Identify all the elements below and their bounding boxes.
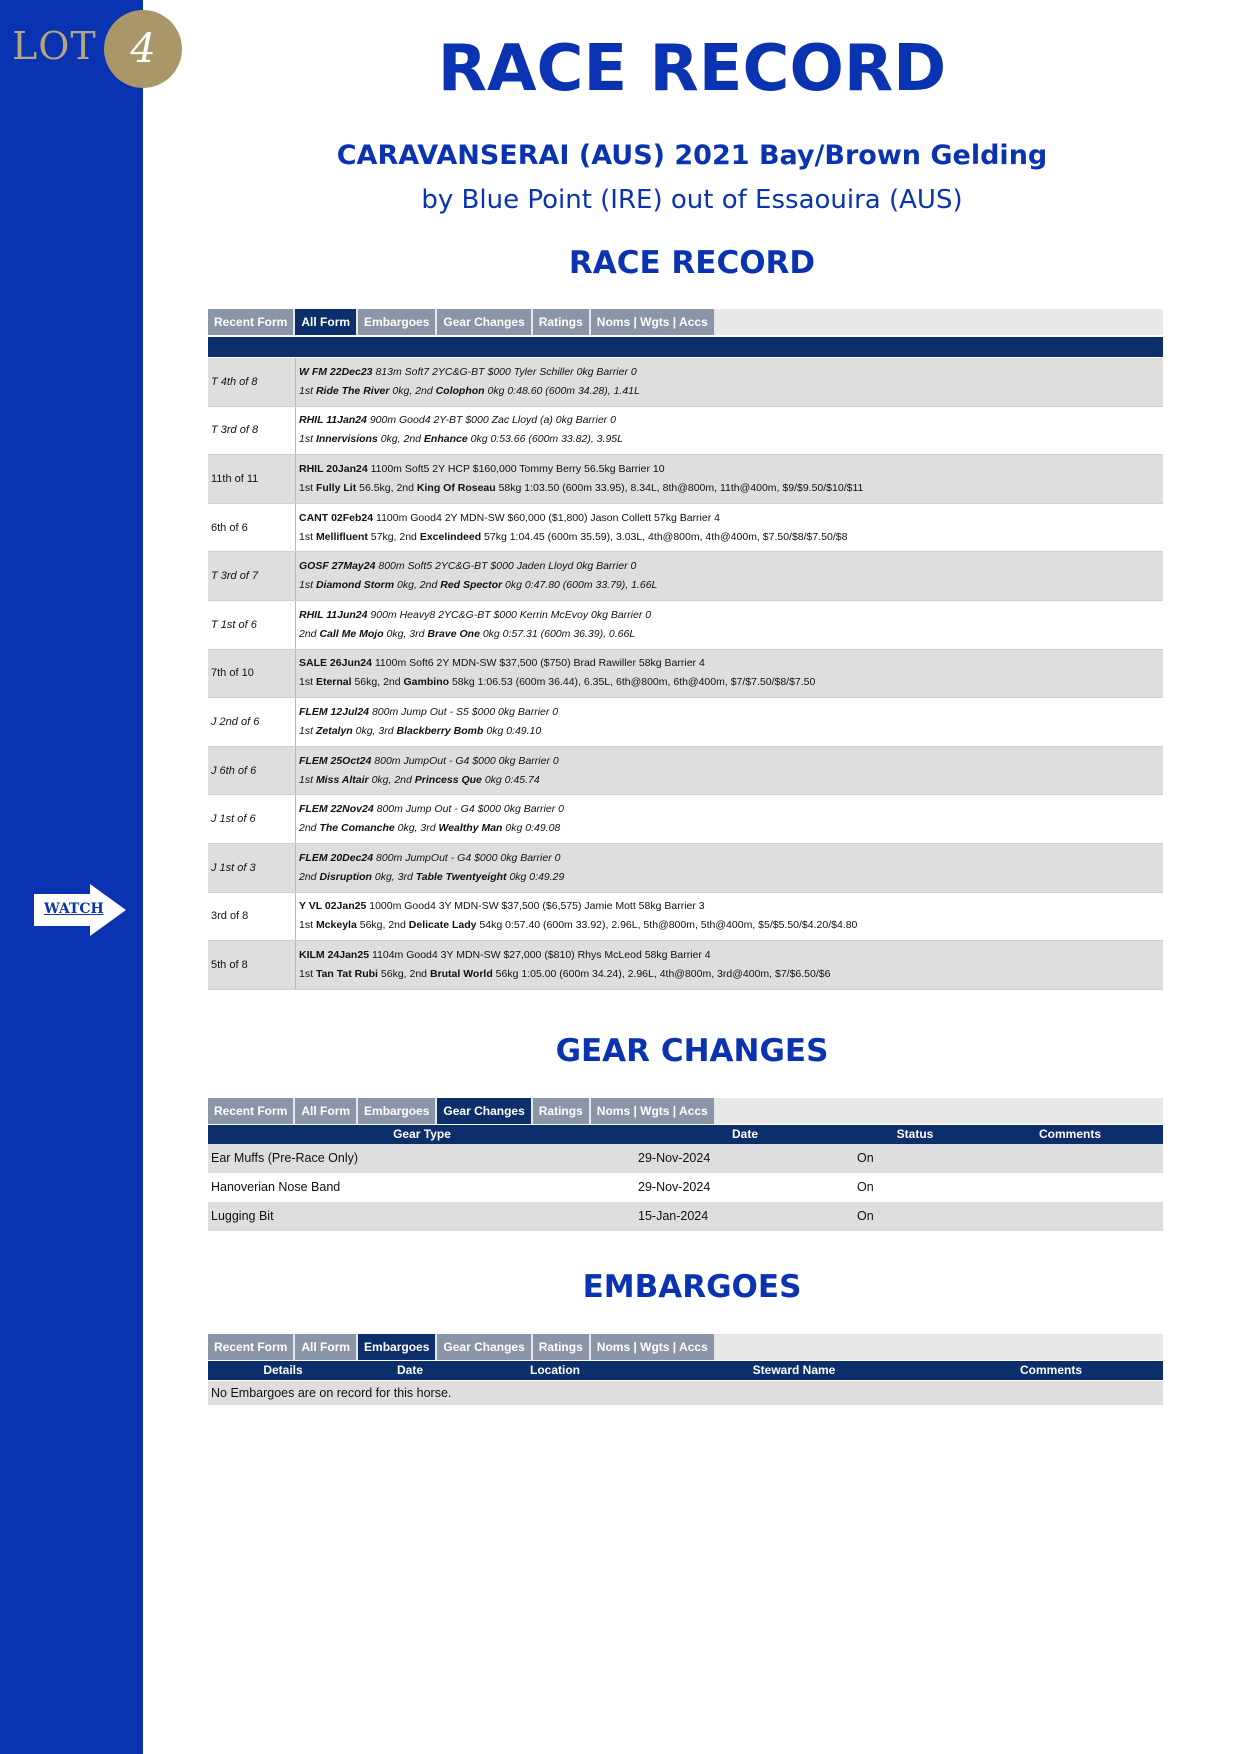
gear-type-header: Gear Type [393, 1127, 451, 1141]
race-meeting-line [299, 606, 1163, 625]
horse-name-link: King Of Roseau [416, 481, 496, 494]
race-result: T 3rd of 8 [208, 407, 296, 455]
race-conditions: 800m Soft5 2YC&G-BT $000 Jaden Lloyd 0kg Barrier 0 [375, 560, 637, 573]
race-record-row [208, 844, 1163, 893]
race-text: 58kg 1:03.50 (600m 33.95), 8.34L, 8th@800m, 11th@400m, $9/$9.50/$10/$11 [495, 481, 864, 494]
page-title: RACE RECORD [437, 32, 947, 106]
race-conditions: 1000m Good4 3Y MDN-SW $37,500 ($6,575) Jamie Mott 58kg Barrier 3 [366, 900, 705, 913]
race-meeting: CANT 02Feb24 [299, 511, 374, 524]
gear-comments-header: Comments [1038, 1127, 1102, 1141]
race-record-header-bar [208, 337, 1163, 357]
race-details [296, 893, 1163, 941]
tab-embargoes[interactable]: Embargoes [358, 1098, 435, 1124]
race-details [296, 358, 1163, 406]
embargo-steward-header: Steward Name [752, 1363, 836, 1377]
race-meeting: GOSF 27May24 [299, 560, 376, 573]
horse-name-link: Innervisions [315, 433, 378, 446]
race-placings-line [299, 528, 1163, 547]
race-meeting-line [299, 703, 1163, 722]
race-placings-line [299, 625, 1163, 644]
tab-gear-changes[interactable]: Gear Changes [437, 309, 530, 335]
race-details [296, 455, 1163, 503]
horse-name-link: Delicate Lady [408, 919, 477, 932]
race-text: 2nd [299, 627, 320, 640]
race-text: 1st [299, 530, 316, 543]
race-record-row [208, 747, 1163, 796]
race-details [296, 552, 1163, 600]
watch-button[interactable] [34, 884, 126, 936]
horse-name-link: Gambino [403, 676, 450, 689]
race-meeting-line [299, 800, 1163, 819]
race-meeting-line [299, 752, 1163, 771]
sidebar [0, 0, 156, 1754]
tab-gear-changes[interactable]: Gear Changes [437, 1098, 530, 1124]
lot-label: LOT [12, 24, 97, 68]
race-text: 0kg 0:49.29 [506, 870, 565, 883]
horse-name-link: Miss Altair [315, 773, 369, 786]
race-text: 56kg 1:05.00 (600m 34.24), 2.96L, 4th@800m, 3rd@400m, $7/$6.50/$6 [492, 967, 831, 980]
race-text: 57kg, 2nd [367, 530, 420, 543]
race-details [296, 504, 1163, 552]
pedigree: by Blue Point (IRE) out of Essaouira (AUS) [421, 185, 963, 215]
race-conditions: 800m Jump Out - S5 $000 0kg Barrier 0 [369, 705, 559, 718]
race-conditions: 1100m Good4 2Y MDN-SW $60,000 ($1,800) Jason Collett 57kg Barrier 4 [373, 511, 720, 524]
race-result: J 2nd of 6 [208, 698, 296, 746]
race-result: J 1st of 3 [208, 844, 296, 892]
race-conditions: 1104m Good4 3Y MDN-SW $27,000 ($810) Rhys McLeod 58kg Barrier 4 [369, 948, 711, 961]
horse-name-link: Diamond Storm [315, 579, 395, 592]
race-meeting-line [299, 897, 1163, 916]
horse-name-link: Brutal World [429, 967, 493, 980]
horse-name-link: Tan Tat Rubi [315, 967, 378, 980]
embargo-comments-header: Comments [1019, 1363, 1083, 1377]
horse-name-link: Wealthy Man [438, 822, 503, 835]
race-placings-line [299, 965, 1163, 984]
gear-changes-heading: GEAR CHANGES [555, 1033, 829, 1069]
tab-embargoes[interactable]: Embargoes [358, 309, 435, 335]
race-text: 56kg, 2nd [377, 967, 430, 980]
race-conditions: 900m Heavy8 2YC&G-BT $000 Kerrin McEvoy 0kg Barrier 0 [367, 608, 652, 621]
race-conditions: 800m JumpOut - G4 $000 0kg Barrier 0 [373, 851, 561, 864]
race-meeting: FLEM 22Nov24 [299, 803, 374, 816]
race-meeting-line [299, 509, 1163, 528]
race-details [296, 601, 1163, 649]
race-details [296, 650, 1163, 698]
horse-name-link: Excelindeed [419, 530, 482, 543]
tab-noms-wgts-accs[interactable]: Noms | Wgts | Accs [591, 309, 714, 335]
race-record-row [208, 504, 1163, 553]
race-placings-line [299, 430, 1163, 449]
race-details [296, 407, 1163, 455]
horse-name-link: Disruption [319, 870, 372, 883]
race-meeting-line [299, 460, 1163, 479]
horse-name-link: Colophon [435, 384, 485, 397]
race-record-row [208, 601, 1163, 650]
race-meeting: FLEM 20Dec24 [299, 851, 374, 864]
race-record-row [208, 455, 1163, 504]
race-meeting: SALE 26Jun24 [299, 657, 372, 670]
race-conditions: 900m Good4 2Y-BT $000 Zac Lloyd (a) 0kg Barrier 0 [366, 414, 616, 427]
horse-name-link: Table Twentyeight [415, 870, 507, 883]
tab-all-form[interactable]: All Form [295, 1098, 356, 1124]
race-text: 0kg 0:49.10 [483, 724, 542, 737]
race-record-tabs [208, 309, 1163, 335]
horse-name-link: Fully Lit [315, 481, 357, 494]
race-result: T 3rd of 7 [208, 552, 296, 600]
race-text: 0kg, 3rd [394, 822, 439, 835]
race-text: 2nd [299, 870, 320, 883]
race-meeting: RHIL 11Jun24 [299, 608, 368, 621]
horse-name-link: Call Me Mojo [319, 627, 384, 640]
gear-type: Lugging Bit [211, 1209, 274, 1223]
gear-date-header: Date [731, 1127, 759, 1141]
tab-ratings[interactable]: Ratings [533, 1098, 589, 1124]
race-result: 6th of 6 [208, 504, 296, 552]
race-record-row [208, 407, 1163, 456]
race-text: 1st [299, 579, 316, 592]
race-record-row [208, 650, 1163, 699]
race-text: 1st [299, 433, 316, 446]
race-placings-line [299, 916, 1163, 935]
race-placings-line [299, 479, 1163, 498]
embargo-header-row [208, 1361, 1163, 1380]
horse-name-link: Ride The River [315, 384, 390, 397]
embargoes-heading: EMBARGOES [582, 1269, 802, 1305]
race-result: 5th of 8 [208, 941, 296, 989]
race-text: 1st [299, 481, 316, 494]
race-text: 0kg 0:53.66 (600m 33.82), 3.95L [467, 433, 623, 446]
race-details [296, 795, 1163, 843]
race-text: 0kg, 2nd [377, 433, 424, 446]
race-record-table [208, 358, 1163, 990]
race-meeting-line [299, 557, 1163, 576]
horse-name-link: Mellifluent [315, 530, 368, 543]
tab-noms-wgts-accs[interactable]: Noms | Wgts | Accs [591, 1098, 714, 1124]
gear-row [208, 1144, 1163, 1173]
race-record-row [208, 795, 1163, 844]
tab-embargoes[interactable]: Embargoes [358, 1334, 435, 1360]
race-text: 1st [299, 773, 316, 786]
race-result: T 1st of 6 [208, 601, 296, 649]
race-details [296, 698, 1163, 746]
gear-type: Ear Muffs (Pre-Race Only) [211, 1151, 359, 1165]
race-text: 56.5kg, 2nd [356, 481, 417, 494]
race-text: 0kg, 2nd [389, 384, 436, 397]
tab-noms-wgts-accs[interactable]: Noms | Wgts | Accs [591, 1334, 714, 1360]
gear-status: On [857, 1151, 874, 1165]
horse-name-link: Red Spector [440, 579, 503, 592]
race-conditions: 813m Soft7 2YC&G-BT $000 Tyler Schiller 0kg Barrier 0 [372, 365, 637, 378]
race-text: 0kg, 2nd [394, 579, 441, 592]
horse-name-link: Zetalyn [315, 724, 353, 737]
watch-link[interactable]: WATCH [44, 901, 104, 917]
race-text: 56kg, 2nd [351, 676, 404, 689]
race-text: 57kg 1:04.45 (600m 35.59), 3.03L, 4th@800m, 4th@400m, $7.50/$8/$7.50/$8 [481, 530, 848, 543]
gear-header-row [208, 1125, 1163, 1144]
race-result: T 4th of 8 [208, 358, 296, 406]
race-text: 0kg, 3rd [371, 870, 416, 883]
race-record-row [208, 358, 1163, 407]
gear-changes-tabs [208, 1098, 1163, 1124]
race-text: 0kg, 2nd [368, 773, 415, 786]
race-text: 0kg 0:47.80 (600m 33.79), 1.66L [502, 579, 658, 592]
race-result: J 6th of 6 [208, 747, 296, 795]
gear-row [208, 1173, 1163, 1202]
race-details [296, 747, 1163, 795]
horse-name-link: Brave One [427, 627, 480, 640]
race-placings-line [299, 382, 1163, 401]
gear-type: Hanoverian Nose Band [211, 1180, 341, 1194]
race-text: 0kg 0:49.08 [502, 822, 561, 835]
race-text: 0kg 0:45.74 [481, 773, 540, 786]
race-meeting: RHIL 20Jan24 [299, 462, 368, 475]
race-text: 54kg 0:57.40 (600m 33.92), 2.96L, 5th@800m, 5th@400m, $5/$5.50/$4.20/$4.80 [476, 919, 858, 932]
tab-ratings[interactable]: Ratings [533, 1334, 589, 1360]
horse-name-link: Mckeyla [315, 919, 357, 932]
race-meeting-line [299, 654, 1163, 673]
race-meeting: KILM 24Jan25 [299, 948, 370, 961]
race-text: 1st [299, 676, 316, 689]
race-details [296, 844, 1163, 892]
race-conditions: 1100m Soft6 2Y MDN-SW $37,500 ($750) Brad Rawiller 58kg Barrier 4 [371, 657, 705, 670]
tab-ratings[interactable]: Ratings [533, 309, 589, 335]
race-text: 0kg, 3rd [352, 724, 397, 737]
gear-date: 29-Nov-2024 [638, 1180, 711, 1194]
tab-recent-form[interactable]: Recent Form [208, 1334, 293, 1360]
race-conditions: 1100m Soft5 2Y HCP $160,000 Tommy Berry 56.5kg Barrier 10 [367, 462, 665, 475]
horse-name-link: Enhance [423, 433, 468, 446]
embargo-date-header: Date [396, 1363, 424, 1377]
race-details [296, 941, 1163, 989]
gear-row [208, 1202, 1163, 1231]
race-text: 1st [299, 384, 316, 397]
race-result: 7th of 10 [208, 650, 296, 698]
race-meeting-line [299, 849, 1163, 868]
gear-status: On [857, 1180, 874, 1194]
race-text: 58kg 1:06.53 (600m 36.44), 6.35L, 6th@800m, 6th@400m, $7/$7.50/$8/$7.50 [449, 676, 816, 689]
race-placings-line [299, 868, 1163, 887]
race-text: 0kg 0:48.60 (600m 34.28), 1.41L [484, 384, 640, 397]
tab-all-form[interactable]: All Form [295, 309, 356, 335]
gear-status: On [857, 1209, 874, 1223]
gear-date: 15-Jan-2024 [638, 1209, 709, 1223]
no-embargoes-message: No Embargoes are on record for this horse. [208, 1381, 1163, 1405]
gear-date: 29-Nov-2024 [638, 1151, 711, 1165]
race-meeting: W FM 22Dec23 [299, 365, 373, 378]
embargo-location-header: Location [530, 1363, 580, 1377]
embargo-details-header: Details [263, 1363, 303, 1377]
race-text: 2nd [299, 822, 320, 835]
race-result: 3rd of 8 [208, 893, 296, 941]
race-result: 11th of 11 [208, 455, 296, 503]
race-result: J 1st of 6 [208, 795, 296, 843]
race-placings-line [299, 722, 1163, 741]
race-meeting-line [299, 411, 1163, 430]
race-text: 1st [299, 724, 316, 737]
race-meeting: FLEM 25Oct24 [299, 754, 372, 767]
race-text: 0kg, 3rd [383, 627, 428, 640]
tab-recent-form[interactable]: Recent Form [208, 1098, 293, 1124]
tab-all-form[interactable]: All Form [295, 1334, 356, 1360]
race-meeting: Y VL 02Jan25 [299, 900, 367, 913]
race-record-row [208, 552, 1163, 601]
tab-gear-changes[interactable]: Gear Changes [437, 1334, 530, 1360]
horse-name-link: The Comanche [319, 822, 395, 835]
lot-number-badge: 4 [104, 10, 182, 88]
horse-name: CARAVANSERAI (AUS) 2021 Bay/Brown Gelding [336, 140, 1048, 171]
race-placings-line [299, 771, 1163, 790]
race-meeting: FLEM 12Jul24 [299, 705, 370, 718]
race-placings-line [299, 576, 1163, 595]
race-text: 1st [299, 919, 316, 932]
race-placings-line [299, 819, 1163, 838]
race-record-row [208, 893, 1163, 942]
horse-name-link: Eternal [315, 676, 352, 689]
horse-name-link: Princess Que [414, 773, 482, 786]
race-text: 56kg, 2nd [356, 919, 409, 932]
race-conditions: 800m JumpOut - G4 $000 0kg Barrier 0 [371, 754, 559, 767]
race-text: 1st [299, 967, 316, 980]
gear-status-header: Status [896, 1127, 934, 1141]
race-meeting-line [299, 363, 1163, 382]
race-record-row [208, 698, 1163, 747]
race-meeting: RHIL 11Jan24 [299, 414, 367, 427]
embargoes-tabs [208, 1334, 1163, 1360]
race-conditions: 800m Jump Out - G4 $000 0kg Barrier 0 [373, 803, 564, 816]
race-record-heading: RACE RECORD [568, 245, 816, 281]
horse-name-link: Blackberry Bomb [396, 724, 484, 737]
race-placings-line [299, 673, 1163, 692]
race-record-row [208, 941, 1163, 990]
race-meeting-line [299, 946, 1163, 965]
tab-recent-form[interactable]: Recent Form [208, 309, 293, 335]
race-text: 0kg 0:57.31 (600m 36.39), 0.66L [479, 627, 636, 640]
